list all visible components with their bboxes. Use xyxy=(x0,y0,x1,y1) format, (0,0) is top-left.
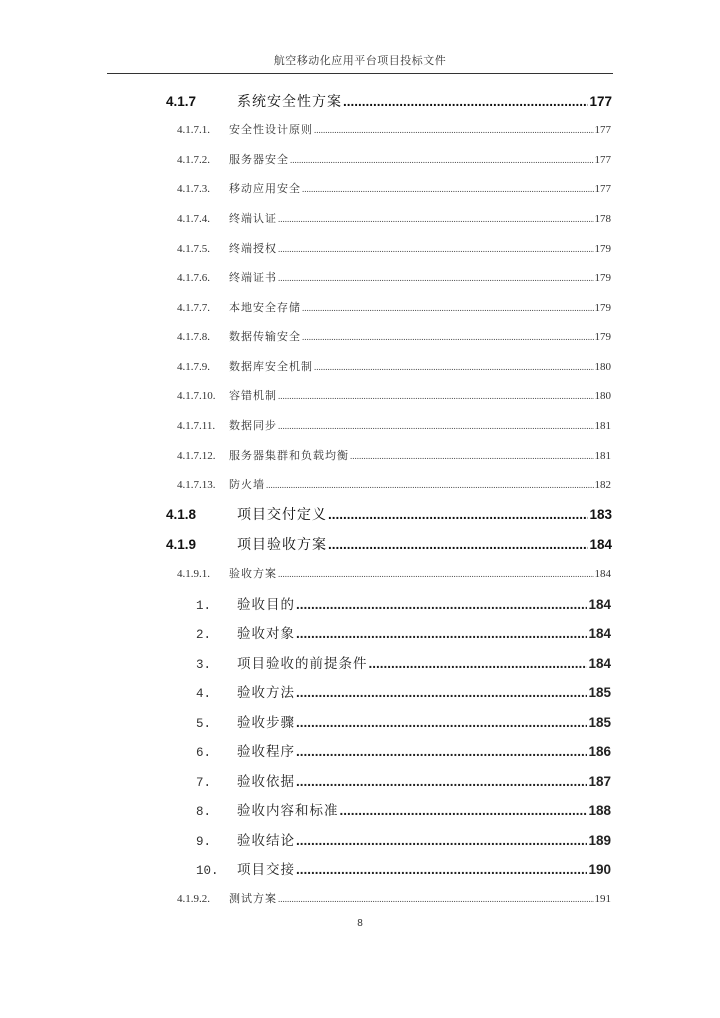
toc-entry-number: 4.1.7.5. xyxy=(177,243,210,255)
toc-entry-page: 179 xyxy=(594,243,611,255)
toc-entry-number: 4.1.7.1. xyxy=(177,124,210,136)
toc-entry-page: 184 xyxy=(589,537,612,552)
toc-entry-page: 179 xyxy=(594,331,611,343)
toc-entry-page: 184 xyxy=(588,597,611,612)
document-title: 航空移动化应用平台项目投标文件 xyxy=(273,54,447,67)
dot-leader xyxy=(296,774,587,789)
toc-entry-title: 项目交付定义 xyxy=(237,507,327,523)
dot-leader xyxy=(278,214,594,224)
toc-entry-page: 177 xyxy=(594,124,611,136)
toc-entry-title: 数据传输安全 xyxy=(229,330,301,343)
dot-leader xyxy=(266,480,594,490)
toc-entry-number: 7. xyxy=(196,776,212,790)
dot-leader xyxy=(290,155,594,165)
toc-entry-number: 4.1.9.2. xyxy=(177,893,210,905)
dot-leader xyxy=(278,894,594,904)
toc-entry-page: 181 xyxy=(594,420,611,432)
toc-entry-number: 4.1.7.3. xyxy=(177,183,210,195)
toc-entry-number: 4.1.7 xyxy=(166,94,197,109)
dot-leader xyxy=(343,94,588,109)
toc-entry-title: 防火墙 xyxy=(229,478,265,491)
toc-entry-page: 181 xyxy=(594,450,611,462)
toc-entry[interactable] xyxy=(177,358,611,374)
toc-entry-number: 8. xyxy=(196,805,212,819)
toc-entry-page: 184 xyxy=(588,656,611,671)
toc-entry-title: 测试方案 xyxy=(229,892,277,905)
toc-entry[interactable] xyxy=(196,593,611,613)
toc-entry-title: 验收目的 xyxy=(237,597,295,613)
toc-entry-page: 185 xyxy=(588,715,611,730)
toc-entry-page: 184 xyxy=(588,626,611,641)
toc-entry-page: 182 xyxy=(594,479,611,491)
toc-entry-number: 4.1.7.6. xyxy=(177,272,210,284)
toc-entry[interactable] xyxy=(177,121,611,137)
toc-entry-number: 4.1.7.12. xyxy=(177,450,216,462)
toc-entry-number: 4.1.7.2. xyxy=(177,154,210,166)
toc-entry[interactable] xyxy=(196,829,611,849)
toc-entry[interactable] xyxy=(196,711,611,731)
toc-entry-number: 9. xyxy=(196,835,212,849)
dot-leader xyxy=(328,537,588,552)
toc-entry-title: 验收内容和标准 xyxy=(237,803,339,819)
toc-entry-page: 188 xyxy=(588,803,611,818)
toc-entry[interactable] xyxy=(177,417,611,433)
toc-entry-title: 验收程序 xyxy=(237,744,295,760)
toc-entry-page: 177 xyxy=(589,94,612,109)
toc-entry[interactable] xyxy=(177,210,611,226)
toc-entry[interactable] xyxy=(177,565,611,581)
toc-entry-title: 服务器安全 xyxy=(229,153,289,166)
toc-entry[interactable] xyxy=(177,476,611,492)
toc-entry-title: 项目验收方案 xyxy=(237,537,327,553)
toc-entry-page: 178 xyxy=(594,213,611,225)
toc-entry-number: 3. xyxy=(196,658,212,672)
toc-entry-title: 验收方案 xyxy=(229,567,277,580)
toc-entry-number: 4.1.9.1. xyxy=(177,568,210,580)
toc-entry[interactable] xyxy=(177,240,611,256)
toc-entry-page: 179 xyxy=(594,272,611,284)
toc-entry[interactable] xyxy=(196,858,611,878)
toc-entry[interactable] xyxy=(177,328,611,344)
toc-entry-title: 数据同步 xyxy=(229,419,277,432)
dot-leader xyxy=(296,715,587,730)
toc-entry-page: 180 xyxy=(594,361,611,373)
dot-leader xyxy=(296,744,587,759)
toc-entry[interactable] xyxy=(196,681,611,701)
page-number: 8 xyxy=(357,918,363,929)
dot-leader xyxy=(314,362,594,372)
toc-entry-page: 187 xyxy=(588,774,611,789)
dot-leader xyxy=(278,273,594,283)
toc-entry-page: 184 xyxy=(594,568,611,580)
toc-entry-title: 数据库安全机制 xyxy=(229,360,313,373)
toc-entry-number: 4.1.8 xyxy=(166,507,197,522)
toc-entry[interactable] xyxy=(166,534,612,554)
dot-leader xyxy=(296,862,587,877)
toc-entry-title: 服务器集群和负载均衡 xyxy=(229,449,349,462)
toc-entry-title: 项目交接 xyxy=(237,862,295,878)
toc-entry-number: 4.1.9 xyxy=(166,537,197,552)
toc-entry-title: 验收对象 xyxy=(237,626,295,642)
toc-entry-title: 本地安全存储 xyxy=(229,301,301,314)
toc-entry-number: 2. xyxy=(196,628,212,642)
header-divider xyxy=(107,73,613,74)
toc-entry[interactable] xyxy=(196,740,611,760)
toc-entry-title: 终端认证 xyxy=(229,212,277,225)
toc-entry-number: 4.1.7.7. xyxy=(177,302,210,314)
toc-entry-page: 189 xyxy=(588,833,611,848)
toc-entry-title: 移动应用安全 xyxy=(229,182,301,195)
toc-entry[interactable] xyxy=(177,890,611,906)
toc-entry-title: 终端授权 xyxy=(229,242,277,255)
toc-entry[interactable] xyxy=(177,447,611,463)
dot-leader xyxy=(296,626,587,641)
toc-entry-title: 系统安全性方案 xyxy=(237,94,342,110)
toc-entry-title: 终端证书 xyxy=(229,271,277,284)
toc-entry-number: 4.1.7.13. xyxy=(177,479,216,491)
toc-entry[interactable] xyxy=(177,299,611,315)
toc-entry[interactable] xyxy=(177,269,611,285)
dot-leader xyxy=(302,184,594,194)
dot-leader xyxy=(302,303,594,313)
toc-entry-title: 容错机制 xyxy=(229,389,277,402)
dot-leader xyxy=(278,244,594,254)
toc-entry-page: 190 xyxy=(588,862,611,877)
toc-entry-page: 191 xyxy=(594,893,611,905)
dot-leader xyxy=(296,833,587,848)
toc-entry[interactable] xyxy=(196,622,611,642)
toc-entry-title: 验收步骤 xyxy=(237,715,295,731)
toc-entry-number: 5. xyxy=(196,717,212,731)
toc-entry[interactable] xyxy=(177,151,611,167)
dot-leader xyxy=(296,685,587,700)
dot-leader xyxy=(278,391,594,401)
toc-entry-number: 1. xyxy=(196,599,212,613)
dot-leader xyxy=(296,597,587,612)
toc-entry-page: 183 xyxy=(589,507,612,522)
toc-entry-page: 186 xyxy=(588,744,611,759)
toc-entry[interactable] xyxy=(177,180,611,196)
toc-entry-page: 177 xyxy=(594,183,611,195)
dot-leader xyxy=(328,507,588,522)
toc-entry[interactable] xyxy=(166,504,612,524)
dot-leader xyxy=(278,421,594,431)
toc-entry-title: 项目验收的前提条件 xyxy=(237,656,368,672)
dot-leader xyxy=(302,332,594,342)
toc-entry-page: 185 xyxy=(588,685,611,700)
toc-entry-number: 6. xyxy=(196,746,212,760)
toc-entry-page: 179 xyxy=(594,302,611,314)
toc-entry[interactable] xyxy=(166,91,612,111)
toc-entry-title: 验收依据 xyxy=(237,774,295,790)
dot-leader xyxy=(278,569,594,579)
dot-leader xyxy=(314,125,594,135)
toc-entry-number: 4.1.7.10. xyxy=(177,390,216,402)
dot-leader xyxy=(369,656,588,671)
toc-entry-number: 4.1.7.8. xyxy=(177,331,210,343)
toc-entry-page: 180 xyxy=(594,390,611,402)
toc-entry-title: 验收方法 xyxy=(237,685,295,701)
dot-leader xyxy=(350,451,594,461)
toc-entry[interactable] xyxy=(196,770,611,790)
toc-entry-title: 安全性设计原则 xyxy=(229,123,313,136)
toc-entry[interactable] xyxy=(196,799,611,819)
toc-entry-number: 4.1.7.4. xyxy=(177,213,210,225)
toc-entry[interactable] xyxy=(177,387,611,403)
toc-entry-number: 10. xyxy=(196,864,219,878)
toc-entry[interactable] xyxy=(196,652,611,672)
dot-leader xyxy=(340,803,588,818)
toc-entry-title: 验收结论 xyxy=(237,833,295,849)
toc-entry-number: 4.1.7.11. xyxy=(177,420,216,432)
toc-entry-page: 177 xyxy=(594,154,611,166)
toc-entry-number: 4.1.7.9. xyxy=(177,361,210,373)
toc-entry-number: 4. xyxy=(196,687,212,701)
